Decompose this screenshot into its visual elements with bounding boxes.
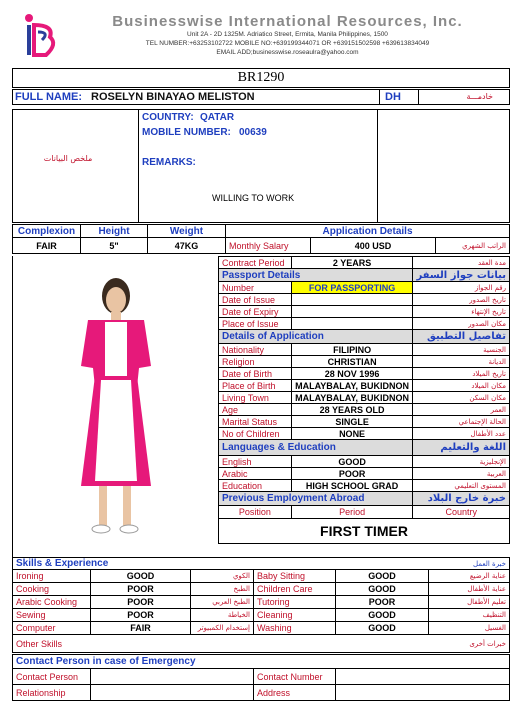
reference-code: BR1290: [12, 68, 510, 88]
skill-sewing: Sewing: [13, 609, 91, 622]
physical-table: [12, 224, 510, 254]
children-value: NONE: [291, 428, 413, 440]
religion-value: CHRISTIAN: [291, 356, 413, 368]
skill-cleaning-value: GOOD: [336, 609, 429, 622]
skill-ironing-value: GOOD: [91, 570, 191, 583]
skill-washing: Washing: [254, 622, 336, 635]
dh-label: DH: [385, 91, 401, 103]
living-town-value: MALAYBALAY, BUKIDNON: [291, 392, 413, 404]
nationality-value: FILIPINO: [291, 344, 413, 356]
passport-expiry-label: Date of Expiry: [219, 306, 292, 318]
remarks-label: REMARKS:: [142, 157, 196, 168]
children-arabic: عدد الأطفال: [413, 428, 510, 440]
living-town-label: Living Town: [219, 392, 292, 404]
company-phones: TEL NUMBER:+63253102722 MOBILE NO:+639199344071 OR +639151502598 +639613834049: [145, 40, 430, 47]
passport-expiry-arabic: تاريخ الإنتهاء: [413, 306, 510, 318]
skill-childcare-arabic: عناية الأطفال: [429, 583, 510, 596]
mobile-label: MOBILE NUMBER:: [142, 127, 231, 138]
summary-arabic: ملخص البيانات: [43, 154, 93, 163]
detail-table: [218, 256, 510, 544]
arabic-arabic: العربية: [413, 468, 510, 480]
weight-value: 47KG: [148, 238, 226, 254]
skill-cooking: Cooking: [13, 583, 91, 596]
skill-babysitting-arabic: عناية الرضيع: [429, 570, 510, 583]
passport-issue-value: [291, 294, 413, 306]
salary-label: Monthly Salary: [226, 238, 311, 254]
skill-computer-value: FAIR: [91, 622, 191, 635]
company-name: Businesswise International Resources, Inc.: [112, 13, 463, 30]
country-header: Country: [413, 506, 510, 519]
age-value: 28 YEARS OLD: [291, 404, 413, 416]
company-address: Unit 2A - 2D 1325M. Adriatico Street, Ermita, Manila Philippines, 1500: [187, 31, 388, 38]
living-town-arabic: مكان السكن: [413, 392, 510, 404]
skill-sewing-value: POOR: [91, 609, 191, 622]
contract-label: Contract Period: [219, 257, 292, 269]
summary-block: [12, 109, 510, 223]
country-label: COUNTRY:: [142, 112, 194, 123]
languages-title: Languages & Education: [219, 440, 413, 456]
application-title-arabic: تفاصيل التطبيق: [413, 330, 510, 344]
contact-number-label: Contact Number: [254, 669, 336, 685]
country-value: QATAR: [200, 112, 235, 123]
company-email: EMAIL ADD;businesswise.roseaulra@yahoo.com: [216, 49, 359, 56]
fullname-value: ROSELYN BINAYAO MELISTON: [91, 91, 255, 103]
previous-employment-arabic: خبرة خارج البلاد: [413, 492, 510, 506]
contact-title: Contact Person in case of Emergency: [13, 655, 510, 669]
religion-arabic: الديانة: [413, 356, 510, 368]
relationship-value: [91, 685, 254, 701]
birthplace-value: MALAYBALAY, BUKIDNON: [291, 380, 413, 392]
birthplace-label: Place of Birth: [219, 380, 292, 392]
skill-sewing-arabic: الخياطة: [191, 609, 254, 622]
english-label: English: [219, 456, 292, 468]
skill-arabic-cooking: Arabic Cooking: [13, 596, 91, 609]
dh-arabic: خادمـــة: [466, 92, 493, 101]
skill-computer-arabic: إستخدام الكمبيوتر: [191, 622, 254, 635]
education-value: HIGH SCHOOL GRAD: [291, 480, 413, 492]
skill-arabic-cooking-value: POOR: [91, 596, 191, 609]
remarks-value: WILLING TO WORK: [212, 193, 295, 203]
passport-title-arabic: بيانات جواز السفر: [413, 269, 510, 282]
contract-value: 2 YEARS: [291, 257, 413, 269]
application-title: Details of Application: [219, 330, 413, 344]
skill-tutoring-arabic: تعليم الأطفال: [429, 596, 510, 609]
passport-place-arabic: مكان الصدور: [413, 318, 510, 330]
skill-computer: Computer: [13, 622, 91, 635]
contact-number-value: [336, 669, 510, 685]
salary-arabic: الراتب الشهري: [436, 238, 510, 254]
salary-value: 400 USD: [311, 238, 436, 254]
arabic-label: Arabic: [219, 468, 292, 480]
skill-cooking-value: POOR: [91, 583, 191, 596]
contact-person-value: [91, 669, 254, 685]
skill-ironing-arabic: الكوي: [191, 570, 254, 583]
skill-cooking-arabic: الطبخ: [191, 583, 254, 596]
skill-babysitting-value: GOOD: [336, 570, 429, 583]
english-arabic: الإنجليزية: [413, 456, 510, 468]
address-label: Address: [254, 685, 336, 701]
children-label: No of Children: [219, 428, 292, 440]
skill-tutoring: Tutoring: [254, 596, 336, 609]
contact-table: [12, 654, 510, 701]
age-arabic: العمر: [413, 404, 510, 416]
complexion-header: Complexion: [13, 225, 81, 238]
age-label: Age: [219, 404, 292, 416]
passport-place-label: Place of Issue: [219, 318, 292, 330]
fullname-label: FULL NAME:: [15, 91, 83, 103]
mobile-value: 00639: [239, 127, 267, 138]
nationality-label: Nationality: [219, 344, 292, 356]
dob-arabic: تاريخ الميلاد: [413, 368, 510, 380]
passport-number-value: FOR PASSPORTING: [291, 282, 413, 294]
dob-label: Date of Birth: [219, 368, 292, 380]
address-value: [336, 685, 510, 701]
first-timer: FIRST TIMER: [219, 519, 510, 544]
previous-employment-title: Previous Employment Abroad: [219, 492, 413, 506]
period-header: Period: [291, 506, 413, 519]
skill-babysitting: Baby Sitting: [254, 570, 336, 583]
skill-arabic-cooking-arabic: الطبخ العربي: [191, 596, 254, 609]
arabic-value: POOR: [291, 468, 413, 480]
contact-person-label: Contact Person: [13, 669, 91, 685]
other-skills-arabic: خبرات أخرى: [254, 635, 510, 653]
passport-number-arabic: رقم الجواز: [413, 282, 510, 294]
education-arabic: المستوى التعليمي: [413, 480, 510, 492]
position-header: Position: [219, 506, 292, 519]
height-value: 5": [81, 238, 148, 254]
passport-number-label: Number: [219, 282, 292, 294]
passport-title: Passport Details: [219, 269, 413, 282]
app-details-title: Application Details: [226, 225, 510, 238]
skill-cleaning: Cleaning: [254, 609, 336, 622]
passport-issue-label: Date of Issue: [219, 294, 292, 306]
skill-childcare-value: GOOD: [336, 583, 429, 596]
skill-washing-value: GOOD: [336, 622, 429, 635]
education-label: Education: [219, 480, 292, 492]
skills-title: Skills & Experience: [13, 558, 254, 570]
name-row: [12, 89, 510, 105]
skills-title-arabic: خبرة العمل: [254, 558, 510, 570]
dob-value: 28 NOV 1996: [291, 368, 413, 380]
skill-cleaning-arabic: التنظيف: [429, 609, 510, 622]
passport-expiry-value: [291, 306, 413, 318]
skill-washing-arabic: الغسيل: [429, 622, 510, 635]
relationship-label: Relationship: [13, 685, 91, 701]
contract-arabic: مدة العقد: [413, 257, 510, 269]
skill-childcare: Children Care: [254, 583, 336, 596]
complexion-value: FAIR: [13, 238, 81, 254]
skill-tutoring-value: POOR: [336, 596, 429, 609]
marital-value: SINGLE: [291, 416, 413, 428]
skill-ironing: Ironing: [13, 570, 91, 583]
birthplace-arabic: مكان الميلاد: [413, 380, 510, 392]
english-value: GOOD: [291, 456, 413, 468]
weight-header: Weight: [148, 225, 226, 238]
religion-label: Religion: [219, 356, 292, 368]
applicant-photo: [12, 256, 218, 557]
nationality-arabic: الجنسية: [413, 344, 510, 356]
company-logo: [20, 10, 62, 62]
marital-arabic: الحالة الإجتماعي: [413, 416, 510, 428]
passport-place-value: [291, 318, 413, 330]
other-skills-label: Other Skills: [13, 635, 254, 653]
passport-issue-arabic: تاريخ الصدور: [413, 294, 510, 306]
skills-table: [12, 557, 510, 653]
height-header: Height: [81, 225, 148, 238]
languages-title-arabic: اللغة والتعليم: [413, 440, 510, 456]
marital-label: Marital Status: [219, 416, 292, 428]
